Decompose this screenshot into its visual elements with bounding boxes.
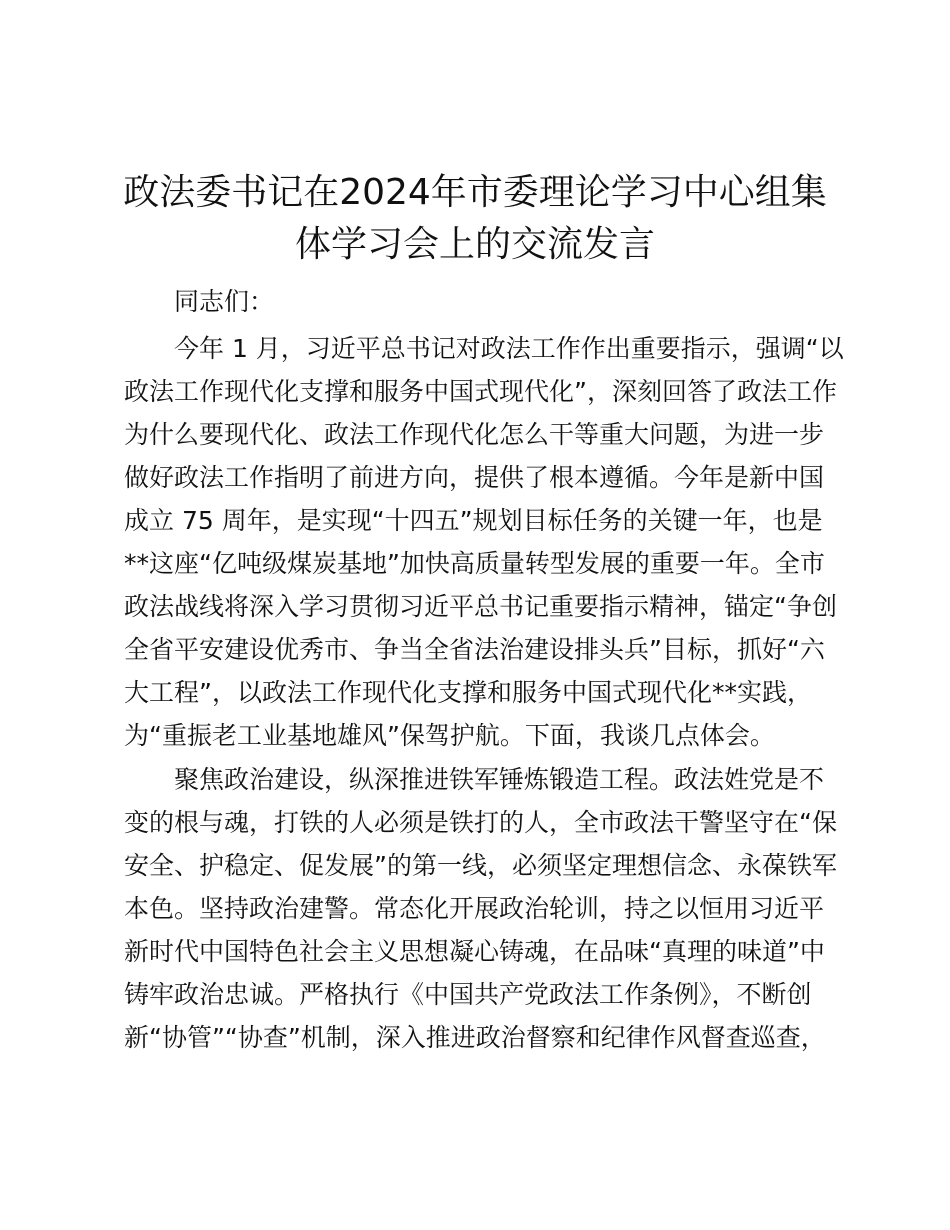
paragraph-1-line-7: 政法战线将深入学习贯彻习近平总书记重要指示精神，锚定“争创: [124, 592, 837, 621]
paragraph-2-line-4: 本色。坚持政治建警。常态化开展政治轮训，持之以恒用习近平: [124, 894, 825, 923]
paragraph-1-line-10: 为“重振老工业基地雄风”保驾护航。下面，我谈几点体会。: [124, 721, 775, 750]
paragraph-2-line-7: 新“协管”“协查”机制，深入推进政治督察和纪律作风督查巡查，: [124, 1023, 826, 1052]
paragraph-1-line-8: 全省平安建设优秀市、争当全省法治建设排头兵”目标，抓好“六: [124, 635, 825, 664]
paragraph-2-line-3: 安全、护稳定、促发展”的第一线，必须坚定理想信念、永葆铁军: [124, 851, 837, 880]
salutation: 同志们：: [174, 287, 275, 316]
paragraph-2-line-2: 变的根与魂，打铁的人必须是铁打的人，全市政法干警坚守在“保: [124, 808, 837, 837]
document-title-line-1: 政法委书记在2024年市委理论学习中心组集: [123, 172, 827, 213]
paragraph-1-line-5: 成立 75 周年，是实现“十四五”规划目标任务的关键一年，也是: [124, 506, 823, 535]
paragraph-1-line-6: **这座“亿吨级煤炭基地”加快高质量转型发展的重要一年。全市: [124, 549, 825, 578]
paragraph-1-line-9: 大工程”，以政法工作现代化支撑和服务中国式现代化**实践，: [124, 678, 812, 707]
paragraph-2-line-5: 新时代中国特色社会主义思想凝心铸魂，在品味“真理的味道”中: [124, 937, 825, 966]
paragraph-2-line-6: 铸牢政治忠诚。严格执行《中国共产党政法工作条例》，不断创: [124, 980, 812, 1009]
document-title-line-2: 体学习会上的交流发言: [294, 224, 655, 265]
paragraph-1-line-1: 今年 1 月，习近平总书记对政法工作作出重要指示，强调“以: [174, 334, 844, 363]
paragraph-1-line-3: 为什么要现代化、政法工作现代化怎么干等重大问题，为进一步: [124, 420, 825, 449]
paragraph-2-line-1: 聚焦政治建设，纵深推进铁军锤炼锻造工程。政法姓党是不: [174, 765, 825, 794]
paragraph-1-line-4: 做好政法工作指明了前进方向，提供了根本遵循。今年是新中国: [124, 463, 825, 492]
paragraph-1-line-2: 政法工作现代化支撑和服务中国式现代化”，深刻回答了政法工作: [124, 377, 837, 406]
